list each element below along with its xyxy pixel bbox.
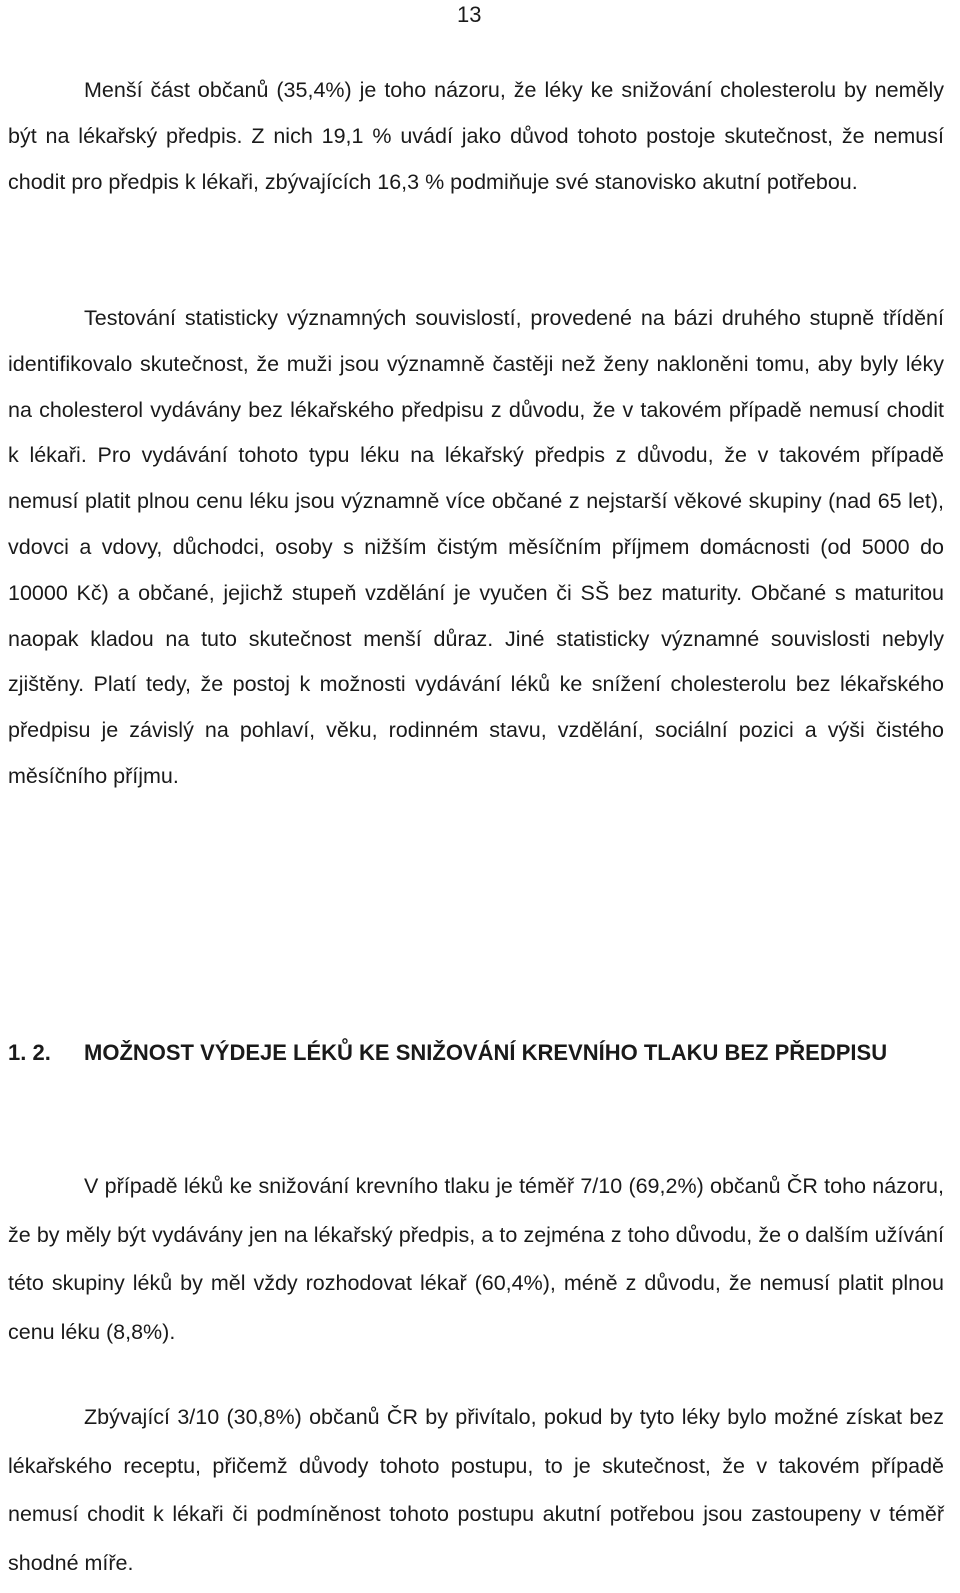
paragraph-statistical-testing: Testování statisticky významných souvislostí, provedené na bázi druhého stupně třídění identifikovalo skutečnost, že muži jsou významně častěji než ženy nakloněni tomu, aby byly léky na cholesterol vydávány bez lékařského předpisu z důvodu, že v takovém případě nemusí chodit k lékaři. Pro vydávání tohoto typu léku na lékařský předpis z důvodu, že v takovém případě nemusí platit plnou cenu léku jsou významně více občané z nejstarší věkové skupiny (nad 65 let), vdovci a vdovy, důchodci, osoby s nižším čistým měsíčním příjmem domácnosti (od 5000 do 10000 Kč) a občané, jejichž stupeň vzdělání je vyučen či SŠ bez maturity. Občané s maturitou naopak kladou na tuto skutečnost menší důraz. Jiné statisticky významné souvislosti nebyly zjištěny. Platí tedy, že postoj k možnosti vydávání léků ke snížení cholesterolu bez lékařského předpisu je závislý na pohlaví, věku, rodinném stavu, vzdělání, sociální pozici a výši čistého měsíčního příjmu. [8,306,944,788]
section-number: 1. 2. [8,1040,51,1065]
paragraph-blood-pressure-majority: V případě léků ke snižování krevního tlaku je téměř 7/10 (69,2%) občanů ČR toho názoru, že by měly být vydávány jen na lékařský předpis, a to zejména z toho důvodu, že o dalším užívání této skupiny léků by měl vždy rozhodovat lékař (60,4%), méně z důvodu, že nemusí platit plnou cenu léku (8,8%). [8,1174,944,1344]
section-heading [8,1030,944,1075]
section-title: MOŽNOST VÝDEJE LÉKŮ KE SNIŽOVÁNÍ KREVNÍHO TLAKU BEZ PŘEDPISU [84,1040,888,1065]
paragraph-cholesterol-minority: Menší část občanů (35,4%) je toho názoru, že léky ke snižování cholesterolu by neměly být na lékařský předpis. Z nich 19,1 % uvádí jako důvod tohoto postoje skutečnost, že nemusí chodit pro předpis k lékaři, zbývajících 16,3 % podmiňuje své stanovisko akutní potřebou. [8,78,944,194]
page-number: 13 [457,2,482,27]
paragraph-blood-pressure-remaining: Zbývající 3/10 (30,8%) občanů ČR by přivítalo, pokud by tyto léky bylo možné získat bez lékařského receptu, přičemž důvody tohoto postupu, to je skutečnost, že v takovém případě nemusí chodit k lékaři či podmíněnost tohoto postupu akutní potřebou jsou zastoupeny v téměř shodné míře. [8,1405,944,1575]
